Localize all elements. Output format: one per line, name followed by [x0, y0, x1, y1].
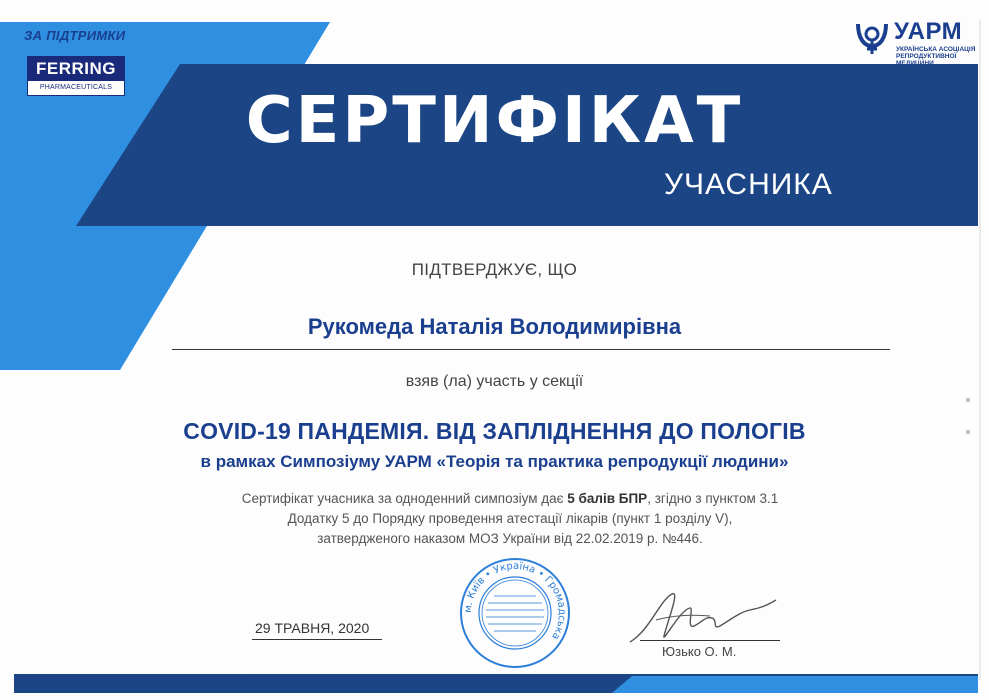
uarm-logo-name: УАРМ [894, 18, 963, 45]
signature-underline [640, 640, 780, 641]
certificate-title [0, 84, 989, 158]
certificate-title-text: СЕРТИФІКАТ [245, 84, 744, 158]
section-title: COVID-19 ПАНДЕМІЯ. ВІД ЗАПЛІДНЕННЯ ДО ПОЛОГІВ [183, 418, 806, 444]
ferring-logo-sub: PHARMACEUTICALS [39, 84, 113, 91]
bottom-right-stripe [612, 676, 978, 693]
participated-text: взяв (ла) участь у секції [405, 373, 584, 390]
date-underline [252, 639, 382, 640]
official-stamp [458, 556, 572, 670]
issue-date: 29 ТРАВНЯ, 2020 [255, 620, 370, 636]
uarm-logo-sub: УКРАЇНСЬКА АСОЦІАЦІЯ РЕПРОДУКТИВНОЇ МЕДИЦИНИ [896, 46, 976, 67]
credit-note [160, 489, 860, 549]
credit-note-line1b: , згідно з пунктом 3.1 [647, 491, 779, 506]
signer-name: Юзько О. М. [662, 644, 737, 659]
sponsor-label: ЗА ПІДТРИМКИ [24, 28, 126, 43]
credit-note-line3: затвердженого наказом МОЗ України від 22.02.2019 р. №446. [317, 531, 703, 546]
uarm-emblem-icon [854, 18, 890, 58]
credit-note-line2: Додатку 5 до Порядку проведення атестації лікарів (пункт 1 розділу V), [287, 511, 733, 526]
ferring-logo-name: FERRING [28, 57, 124, 81]
stamp-text: м. Київ • Україна • Громадська [462, 560, 568, 642]
credit-note-line1a: Сертифікат учасника за одноденний симпозіум дає [241, 491, 568, 506]
symposium-text: в рамках Симпозіуму УАРМ «Теорія та практика репродукції людини» [200, 452, 789, 471]
certificate-subtitle: УЧАСНИКА [664, 168, 833, 201]
recipient-name: Рукомеда Наталія Володимирівна [307, 314, 682, 339]
name-underline [172, 349, 890, 350]
uarm-logo [854, 18, 980, 67]
credit-points: 5 балів БПР [567, 491, 648, 506]
confirms-text: ПІДТВЕРДЖУЄ, ЩО [411, 260, 578, 279]
